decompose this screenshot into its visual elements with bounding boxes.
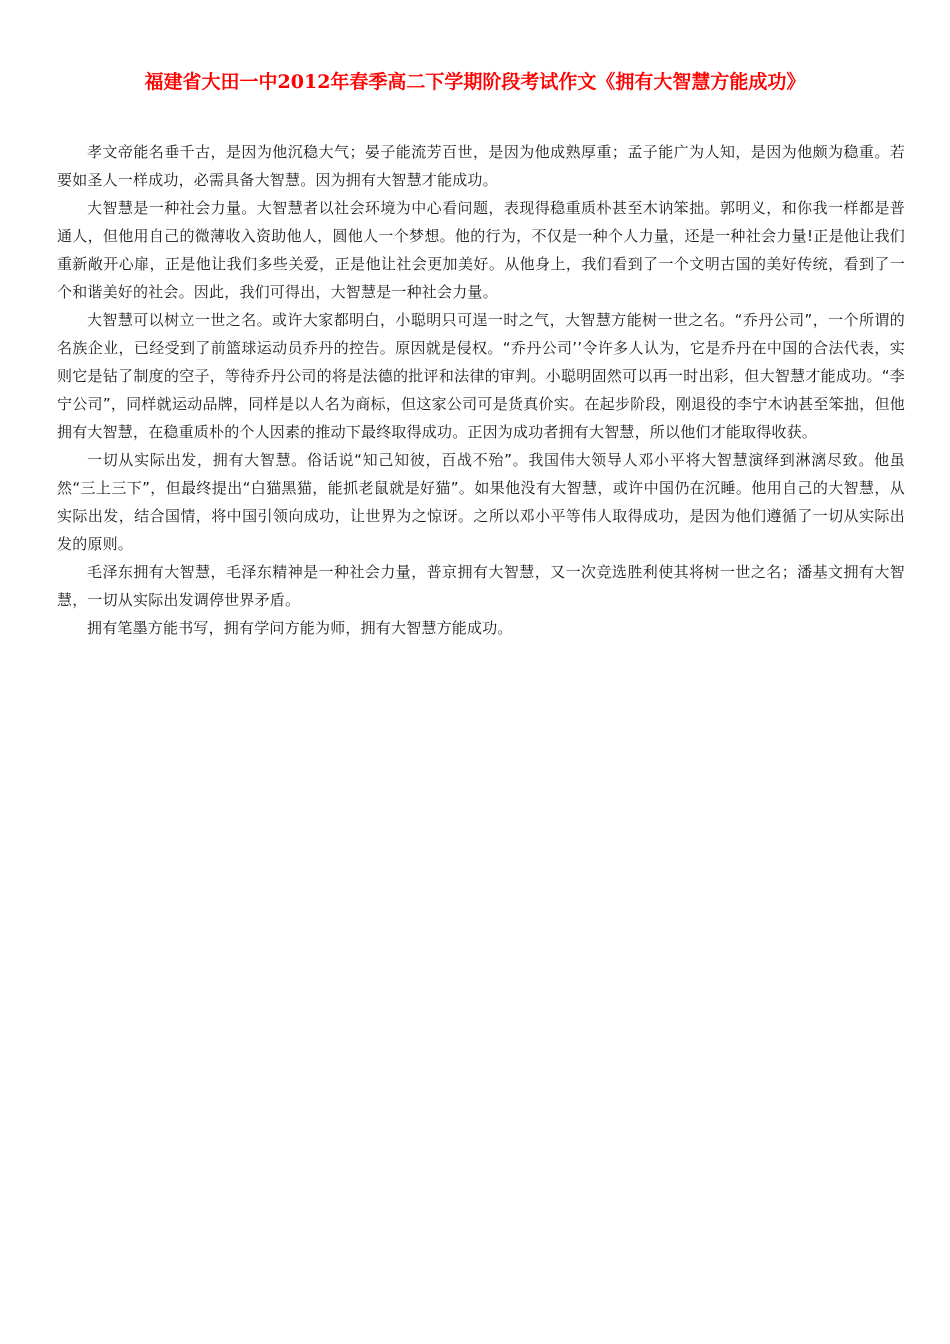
paragraph-intro: 孝文帝能名垂千古，是因为他沉稳大气；晏子能流芳百世，是因为他成熟厚重；孟子能广为人知，是因为他颇为稳重。若要如圣人一样成功，必需具备大智慧。因为拥有大智慧才能成功。 — [57, 143, 905, 189]
paragraph-social-force: 大智慧是一种社会力量。大智慧者以社会环境为中心看问题，表现得稳重质朴甚至木讷笨拙。郭明义，和你我一样都是普通人，但他用自己的微薄收入资助他人，圆他人一个梦想。他的行为，不仅是一种个人力量，还是一种社会力量!正是他让我们重新敞开心扉，正是他让我们多些关爱，正是他让社会更加美好。从他身上，我们看到了一个文明古国的美好传统，看到了一个和谐美好的社会。因此，我们可得出，大智慧是一种社会力量。 — [57, 199, 905, 301]
paragraph-lasting-name: 大智慧可以树立一世之名。或许大家都明白，小聪明只可逞一时之气，大智慧方能树一世之名。“乔丹公司”，一个所谓的名族企业，已经受到了前篮球运动员乔丹的控告。原因就是侵权。“乔丹公司’’令许多人认为，它是乔丹在中国的合法代表，实则它是钻了制度的空子，等待乔丹公司的将是法德的批评和法律的审判。小聪明固然可以再一时出彩，但大智慧才能成功。“李宁公司”，同样就运动品牌，同样是以人名为商标，但这家公司可是货真价实。在起步阶段，刚退役的李宁木讷甚至笨拙，但他拥有大智慧，在稳重质朴的个人因素的推动下最终取得成功。正因为成功者拥有大智慧，所以他们才能取得收获。 — [57, 311, 905, 441]
paragraph-examples: 毛泽东拥有大智慧，毛泽东精神是一种社会力量，普京拥有大智慧，又一次竞选胜利使其将树一世之名；潘基文拥有大智慧，一切从实际出发调停世界矛盾。 — [57, 563, 905, 609]
essay-body — [57, 138, 905, 642]
paragraph-conclusion: 拥有笔墨方能书写，拥有学问方能为师，拥有大智慧方能成功。 — [87, 619, 513, 637]
paragraph-practical: 一切从实际出发，拥有大智慧。俗话说“知己知彼，百战不殆”。我国伟大领导人邓小平将大智慧演绎到淋漓尽致。他虽然“三上三下”，但最终提出“白猫黑猫，能抓老鼠就是好猫”。如果他没有大智慧，或许中国仍在沉睡。他用自己的大智慧，从实际出发，结合国情，将中国引领向成功，让世界为之惊讶。之所以邓小平等伟人取得成功，是因为他们遵循了一切从实际出发的原则。 — [57, 451, 905, 553]
document-title: 福建省大田一中2012年春季高二下学期阶段考试作文《拥有大智慧方能成功》 — [144, 71, 806, 93]
